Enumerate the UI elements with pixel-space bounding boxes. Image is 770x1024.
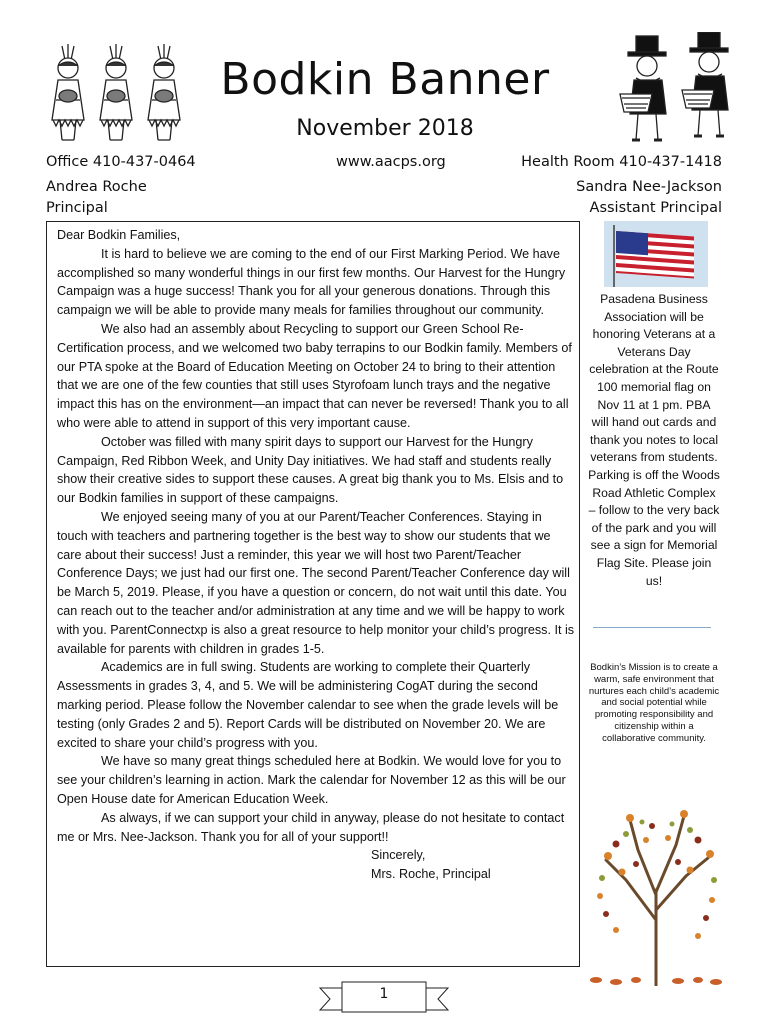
newsletter-title: Bodkin Banner <box>220 54 550 105</box>
newsletter-date: November 2018 <box>296 116 474 141</box>
office-phone: Office 410-437-0464 <box>46 154 196 170</box>
letter-paragraph: It is hard to believe we are coming to the end of our First Marking Period. We have accomplished so many wonderful things in our first few months. Our Harvest for the Hungry Campaign was a huge success! Thank you for all your generous donations. Through this campaign we will be able to provide many meals for families throughout our community. <box>57 246 566 318</box>
health-room-phone: Health Room 410-437-1418 <box>521 154 722 170</box>
letter-signature: Mrs. Roche, Principal <box>371 867 491 882</box>
assistant-principal-title: Assistant Principal <box>589 200 722 216</box>
letter-closing: Sincerely, <box>371 848 426 863</box>
sidebar-divider <box>593 627 711 628</box>
letter-paragraph: As always, if we can support your child in anyway, please do not hesitate to contact me or Mrs. Nee-Jackson. Thank you for all of your support!! <box>57 810 565 844</box>
website-link[interactable]: www.aacps.org <box>336 154 446 170</box>
assistant-principal-name: Sandra Nee-Jackson <box>576 179 722 195</box>
principal-title: Principal <box>46 200 108 216</box>
mission-statement: Bodkin’s Mission is to create a warm, safe environment that nurtures each child’s academic and social potential while promoting responsibility and citizenship within a collaborative community. <box>588 662 720 744</box>
letter-paragraph: Academics are in full swing. Students are working to complete their Quarterly Assessments in grades 3, 4, and 5. We will be administering CogAT during the second marking period. Please follow the November calendar to see when the grade levels will be testing (only Grades 2 and 5). Report Cards will be distributed on November 20. We are excited to share your child’s progress with you. <box>57 660 559 750</box>
letter-paragraph: We have so many great things scheduled here at Bodkin. We would love for you to see your children’s learning in action. Mark the calendar for November 12 as this will be our Open House date for American Education Week. <box>57 754 566 806</box>
letter-paragraph: October was filled with many spirit days to support our Harvest for the Hungry Campaign, Red Ribbon Week, and Unity Day initiatives. We had staff and students really show their creative sides to support these causes. A great big thank you to Ms. Elsis and to our Bodkin families in support of these campaigns. <box>57 434 564 506</box>
letter-greeting: Dear Bodkin Families, <box>57 228 181 242</box>
letter-paragraph: We also had an assembly about Recycling to support our Green School Re-Certification process, and we welcomed two baby terrapins to our Bodkin family. Members of our PTA spoke at the Board of Education Meeting on October 24 to bring to their attention that we are one of the few counties that still uses Styrofoam lunch trays and the negative impact this has on the environment—an impact that can never be reversed! Thank you to all who were able to attend in support of this very important cause. <box>57 321 572 430</box>
american-flag-icon <box>604 221 708 287</box>
veterans-day-notice: Pasadena Business Association will be honoring Veterans at a Veterans Day celebration at the Route 100 memorial flag on Nov 11 at 1 pm. PBA will hand out cards and thank you notes to local veterans from students. Parking is off the Woods Road Athletic Complex – follow to the very back of the park and you will see a sign for Memorial Flag Site. Please join us! <box>588 292 720 588</box>
autumn-tree-icon <box>586 800 726 986</box>
principal-name: Andrea Roche <box>46 179 147 195</box>
page-number: 1 <box>379 986 389 1002</box>
principal-letter <box>57 226 575 884</box>
letter-paragraph: We enjoyed seeing many of you at our Parent/Teacher Conferences. Staying in touch with teachers and partnering together is the best way to show our students that we care about their success! Just a reminder, this year we will host two Parent/Teacher Conference Days; we just had our first one. The second Parent/Teacher Conference day will be March 5, 2019. Please, if you have a question or concern, do not wait until this date. You can reach out to the teacher and/or administration at any time and we will be happy to work with you. ParentConnectxp is also a great resource to help monitor your child’s progress. It is available for parents with children in grades 1-5. <box>57 509 575 656</box>
